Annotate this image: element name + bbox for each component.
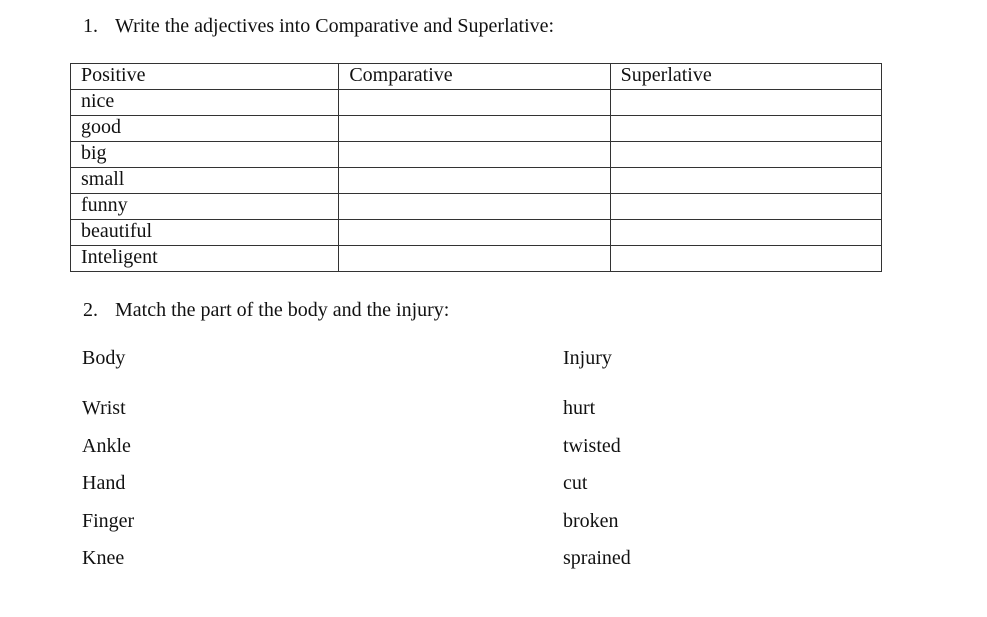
table-row xyxy=(71,246,882,272)
table-row xyxy=(71,194,882,220)
table-header-row xyxy=(71,64,882,90)
comparative-cell[interactable] xyxy=(339,116,610,142)
adjectives-table xyxy=(70,63,882,272)
positive-cell: nice xyxy=(71,90,339,116)
question-2-text: Match the part of the body and the injury: xyxy=(115,299,450,321)
table-row xyxy=(71,116,882,142)
body-item[interactable]: Finger xyxy=(82,509,135,532)
positive-cell: good xyxy=(71,116,339,142)
injury-item[interactable]: twisted xyxy=(563,434,621,457)
table-row xyxy=(71,220,882,246)
question-2-number: 2. xyxy=(83,299,98,321)
injury-header: Injury xyxy=(563,347,612,369)
superlative-cell[interactable] xyxy=(610,246,881,272)
header-comparative: Comparative xyxy=(339,64,610,90)
comparative-cell[interactable] xyxy=(339,90,610,116)
comparative-cell[interactable] xyxy=(339,220,610,246)
positive-cell: Inteligent xyxy=(71,246,339,272)
question-2-title xyxy=(83,298,449,322)
table-row xyxy=(71,142,882,168)
body-header: Body xyxy=(82,347,126,369)
superlative-cell[interactable] xyxy=(610,90,881,116)
table-row xyxy=(71,90,882,116)
superlative-cell[interactable] xyxy=(610,168,881,194)
body-item[interactable]: Hand xyxy=(82,472,126,494)
comparative-cell[interactable] xyxy=(339,194,610,220)
header-superlative: Superlative xyxy=(610,64,881,90)
injury-item[interactable]: sprained xyxy=(563,547,631,569)
superlative-cell[interactable] xyxy=(610,116,881,142)
body-item[interactable]: Ankle xyxy=(82,434,131,457)
body-item[interactable]: Knee xyxy=(82,547,125,569)
question-1-text: Write the adjectives into Comparative and Superlative: xyxy=(115,15,555,37)
header-positive: Positive xyxy=(71,64,339,90)
body-column xyxy=(82,346,134,584)
comparative-cell[interactable] xyxy=(339,246,610,272)
positive-cell: big xyxy=(71,142,339,168)
positive-cell: beautiful xyxy=(71,220,339,246)
injury-item[interactable]: broken xyxy=(563,509,619,532)
question-1-number: 1. xyxy=(83,15,98,37)
positive-cell: small xyxy=(71,168,339,194)
injury-column xyxy=(563,346,631,584)
injury-item[interactable]: cut xyxy=(563,472,588,494)
table-row xyxy=(71,168,882,194)
superlative-cell[interactable] xyxy=(610,220,881,246)
positive-cell: funny xyxy=(71,194,339,220)
injury-item[interactable]: hurt xyxy=(563,397,596,419)
superlative-cell[interactable] xyxy=(610,194,881,220)
comparative-cell[interactable] xyxy=(339,168,610,194)
body-item[interactable]: Wrist xyxy=(82,397,126,419)
superlative-cell[interactable] xyxy=(610,142,881,168)
question-1-title xyxy=(83,14,554,38)
comparative-cell[interactable] xyxy=(339,142,610,168)
